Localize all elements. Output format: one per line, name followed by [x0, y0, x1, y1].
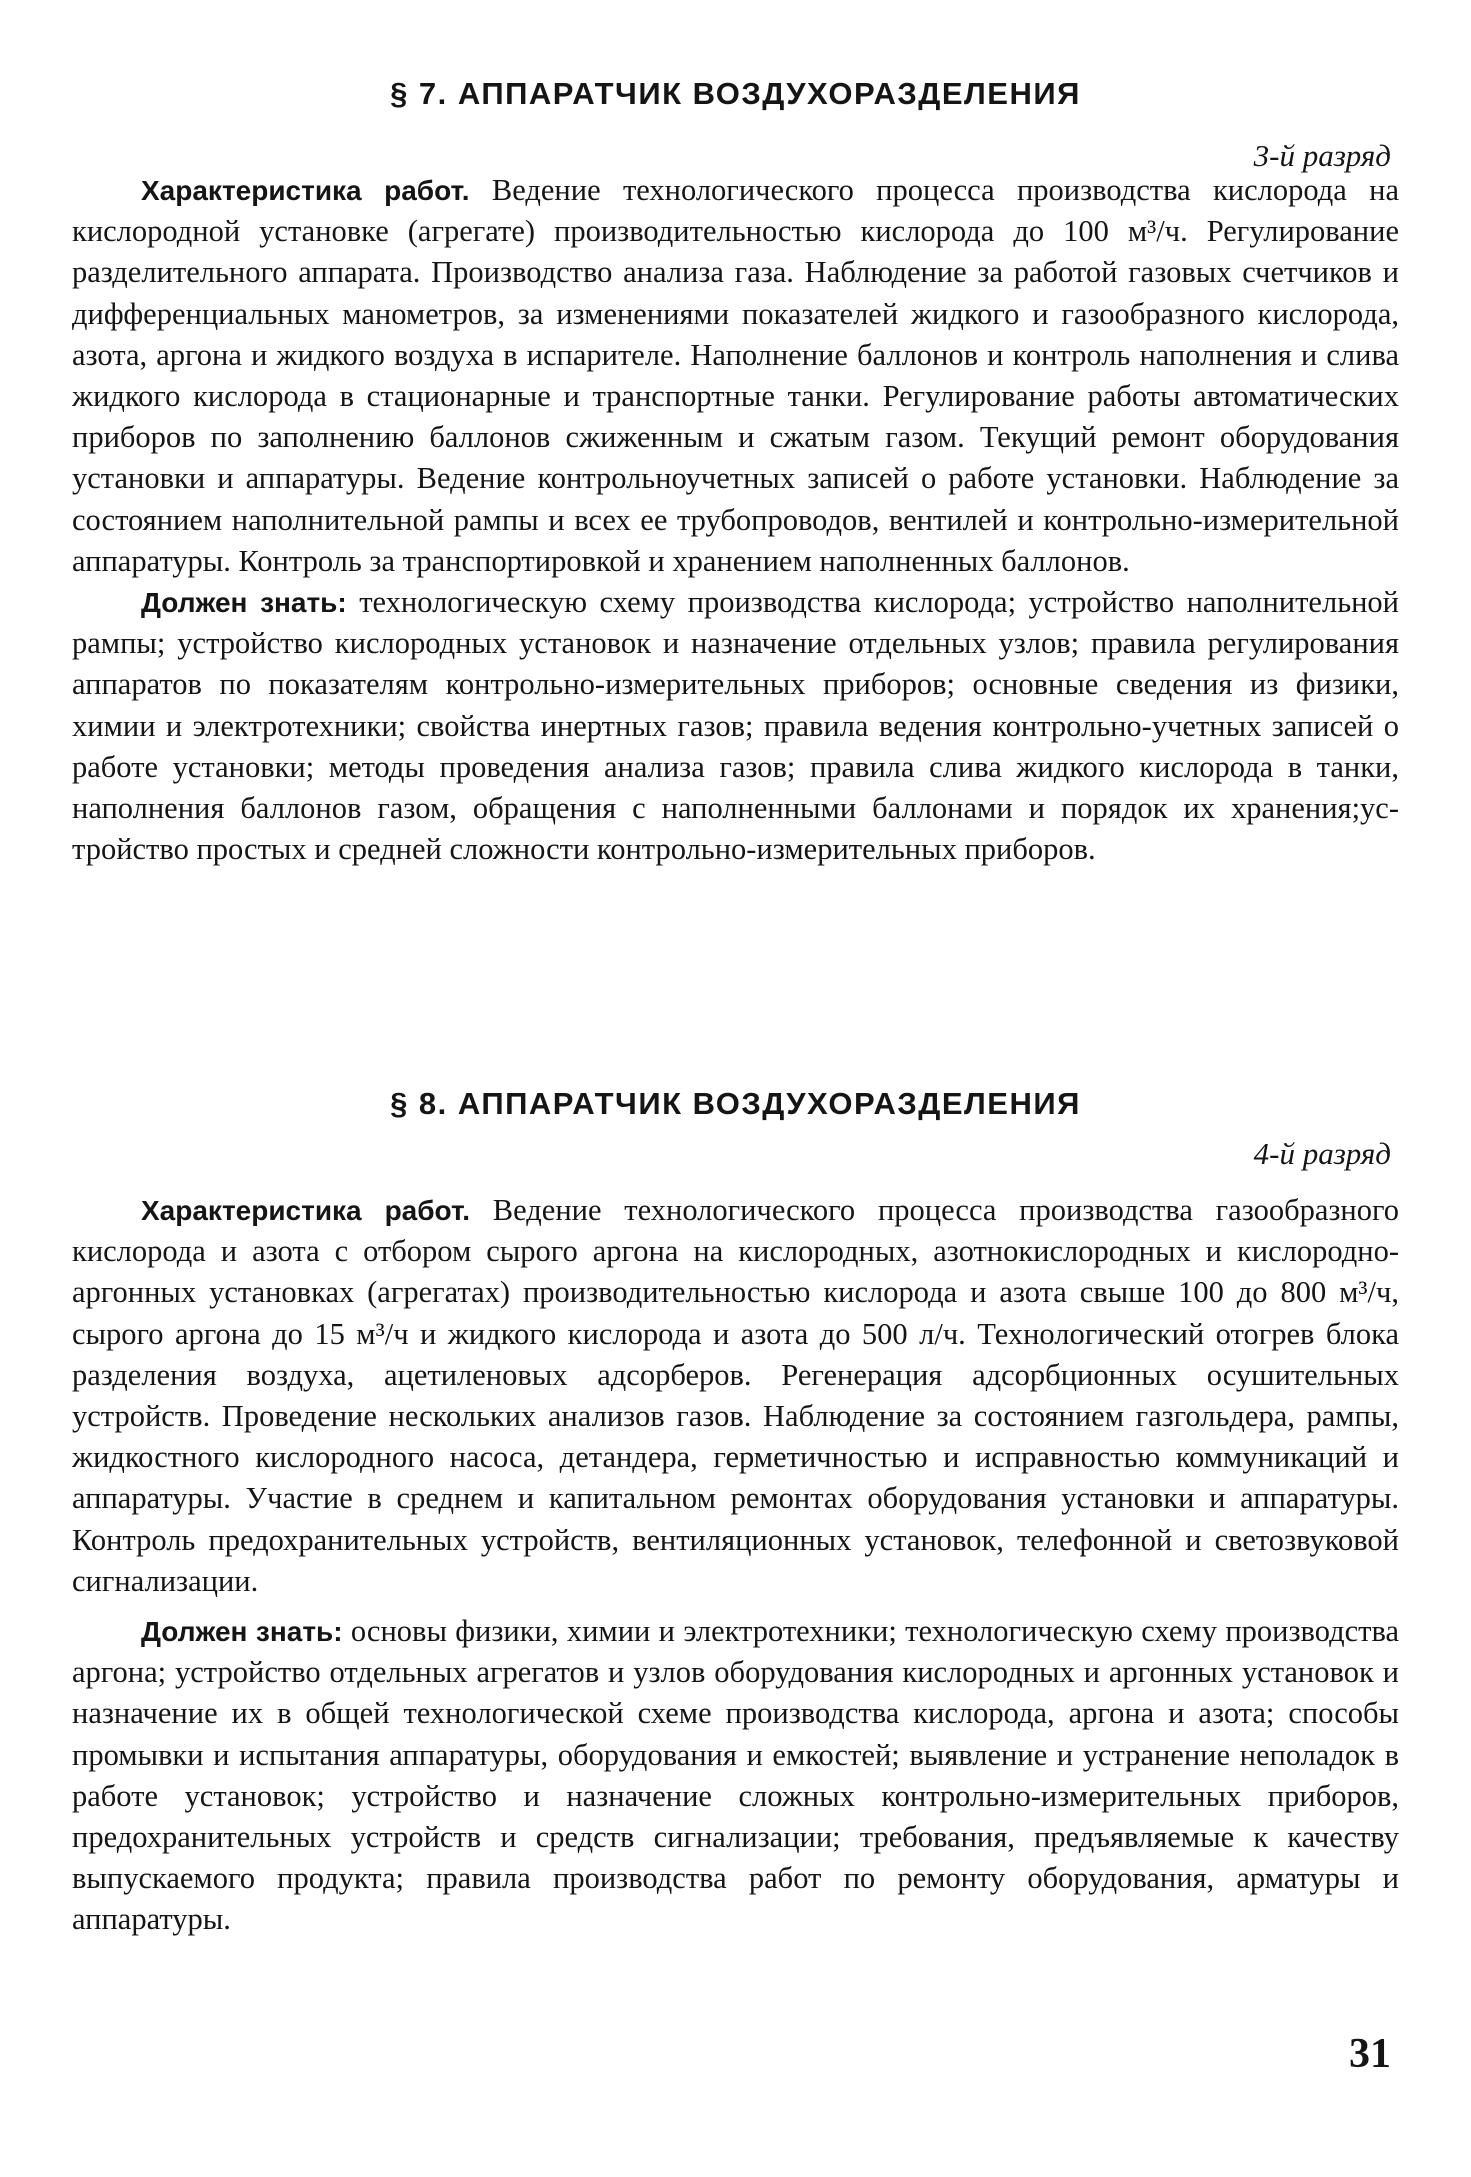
- page-number: 31: [1349, 2031, 1391, 2077]
- characteristic-text: Ведение технологического процесса производства кислорода на кислородной установке (агрегате) производительностью кислорода до 100 м³/ч. Регулирование разделительного аппарата. Производство анализа газа. Наблюдение за работой газовых счетчиков и дифференциальных манометров, за изменениями показателей жидкого и газообразного кислорода, азота, аргона и жидкого воздуха в испарителе. Наполнение баллонов и контроль наполнения и слива жидкого кислорода в стационарные и транспортные танки. Регулирование работы автоматических приборов по заполнению баллонов сжиженным и сжатым газом. Текущий ремонт оборудования установки и аппаратуры. Ведение контрольноучетных записей о работе установки. Наблюдение за состоянием наполнительной рампы и всех ее трубопроводов, вентилей и контрольно-измерительной аппаратуры. Контроль за транспортировкой и хранением наполненных баллонов.: [72, 173, 1400, 578]
- section-8-body: [72, 1190, 1399, 1941]
- section-7-knowledge: [72, 582, 1399, 870]
- section-7-characteristic: [72, 170, 1399, 582]
- section-7-rank: 3-й разряд: [1253, 138, 1391, 173]
- knowledge-lead: Должен знать:: [141, 1616, 343, 1648]
- section-7-heading: § 7. АППАРАТЧИК ВОЗДУХОРАЗДЕЛЕНИЯ: [390, 76, 1081, 111]
- section-8-characteristic: [72, 1190, 1399, 1602]
- characteristic-lead: Характеристика работ.: [141, 175, 470, 206]
- knowledge-lead: Должен знать:: [141, 587, 347, 619]
- section-7-body: [72, 170, 1399, 870]
- section-8-heading: § 8. АППАРАТЧИК ВОЗДУХОРАЗДЕЛЕНИЯ: [390, 1086, 1081, 1121]
- knowledge-text: технологическую схему производства кислорода; устройство наполнительной рампы; устройство кислородных установок и назначение отдельных узлов; правила регулирования аппаратов по показателям контрольно-измерительных приборов; основные сведения из физики, химии и электротехники; свойства инертных газов; правила ведения контрольно-учетных записей о работе установки; методы проведения анализа газов; правила слива жидкого кислорода в танки, наполнения баллонов газом, обращения с наполненными баллонами и порядок их хранения;устройство простых и средней сложности контрольно-измерительных приборов.: [72, 585, 1399, 867]
- section-8-knowledge: [72, 1611, 1399, 1941]
- characteristic-lead: Характеристика работ.: [141, 1195, 470, 1226]
- knowledge-text: основы физики, химии и электротехники; технологическую схему производства аргона; устройство отдельных агрегатов и узлов оборудования кислородных и аргонных установок и назначение их в общей технологической схеме производства кислорода, аргона и азота; способы промывки и испытания аппаратуры, оборудования и емкостей; выявление и устранение неполадок в работе установок; устройство и назначение сложных контрольно-измерительных приборов, предохранительных устройств и средств сигнализации; требования, предъявляемые к качеству выпускаемого продукта; правила производства работ по ремонту оборудования, арматуры и аппаратуры.: [72, 1614, 1399, 1937]
- section-8-rank: 4-й разряд: [1253, 1136, 1391, 1171]
- characteristic-text: Ведение технологического процесса производства газообразного кислорода и азота с отбором сырого аргона на кислородных, азотнокислородных и кислородно-аргонных установках (агрегатах) производительностью кислорода и азота свыше 100 до 800 м³/ч, сырого аргона до 15 м³/ч и жидкого кислорода и азота до 500 л/ч. Технологический отогрев блока разделения воздуха, ацетиленовых адсорберов. Регенерация адсорбционных осушительных устройств. Проведение нескольких анализов газов. Наблюдение за состоянием газгольдера, рампы, жидкостного кислородного насоса, детандера, герметичностью и исправностью коммуникаций и аппаратуры. Участие в среднем и капитальном ремонтах оборудования установки и аппаратуры. Контроль предохранительных устройств, вентиляционных установок, телефонной и светозвуковой сигнализации.: [72, 1193, 1399, 1598]
